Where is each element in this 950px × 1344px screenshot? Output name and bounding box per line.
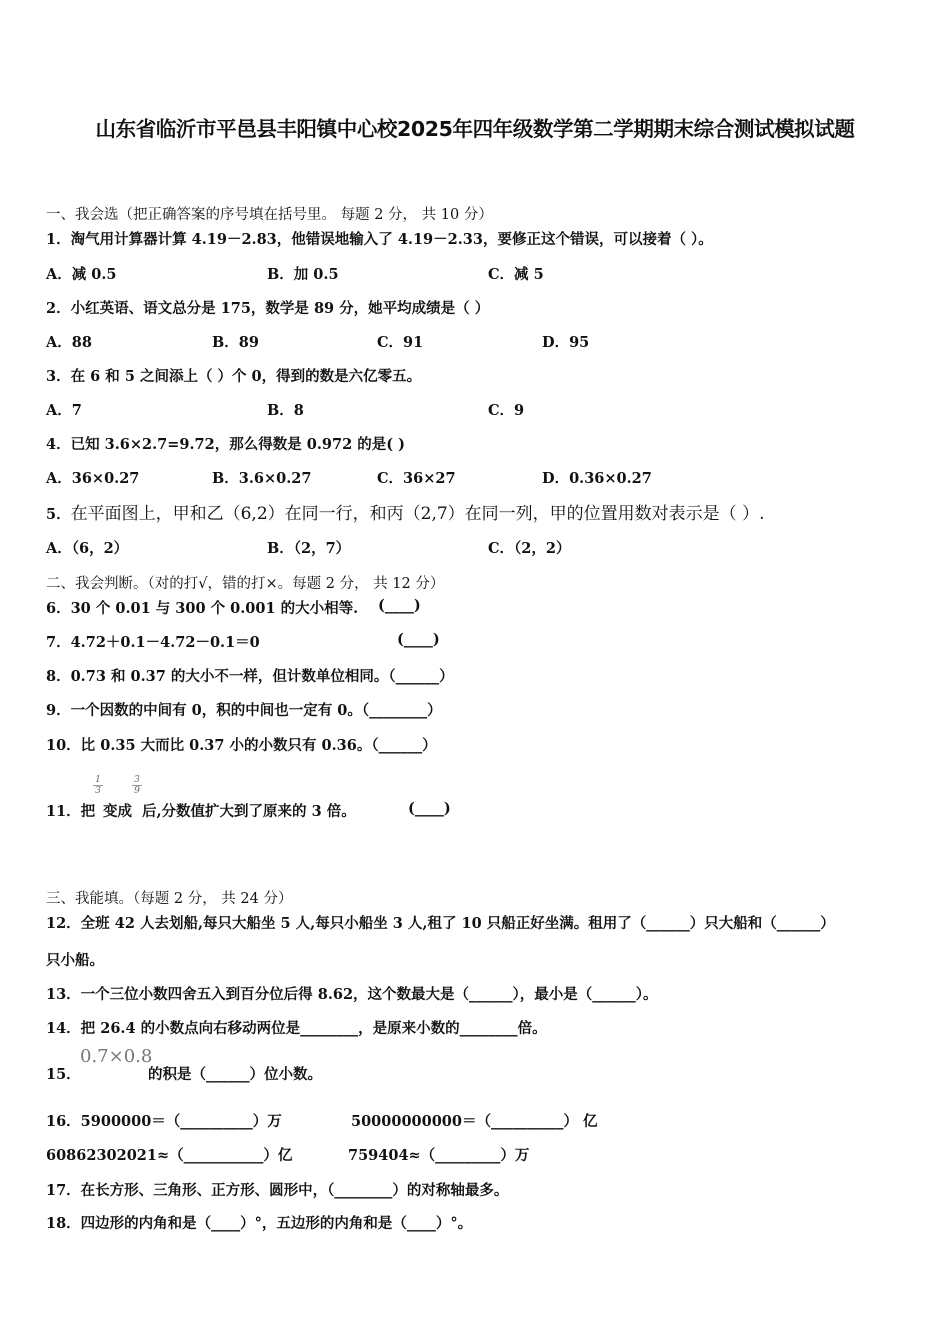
question-12-line1: 12．全班 42 人去划船,每只大船坐 5 人,每只小船坐 3 人,租了 10 只船正好坐满。租用了（______）只大船和（______） [46,915,835,932]
q5-option-b: B．（2，7） [267,540,351,557]
fraction-1-3 [93,775,103,796]
question-16-part1: 16．5900000＝（__________）万 [46,1113,282,1130]
q1-option-a: A．减 0.5 [46,266,117,283]
question-5-text: 在平面图上，甲和乙（6,2）在同一行，和丙（2,7）在同一列，甲的位置用数对表示是（ ）. [70,504,765,524]
fraction-1-numerator: 1 [95,775,101,785]
q3-option-b: B．8 [267,402,304,419]
q4-option-c: C．36×27 [377,470,456,487]
question-14: 14．把 26.4 的小数点向右移动两位是________，是原来小数的________倍。 [46,1020,547,1037]
question-11-blank: (____) [408,800,451,817]
question-15-number: 15． [46,1066,81,1083]
q2-option-a: A．88 [46,334,92,351]
section-heading-judge: 二、我会判断。（对的打√，错的打×。每题 2 分， 共 12 分） [46,576,445,592]
q4-option-b: B．3.6×0.27 [212,470,312,487]
question-3: 3．在 6 和 5 之间添上（ ）个 0，得到的数是六亿零五。 [46,368,422,385]
q1-option-c: C．减 5 [488,266,544,283]
question-15-text: 的积是（______）位小数。 [148,1066,322,1083]
question-12-line2: 只小船。 [46,952,104,969]
question-2: 2．小红英语、语文总分是 175，数学是 89 分，她平均成绩是（ ） [46,300,490,317]
q5-option-a: A．（6，2） [46,540,129,557]
question-10: 10．比 0.35 大而比 0.37 小的小数只有 0.36。（______） [46,737,437,754]
section-heading-fill: 三、我能填。（每题 2 分， 共 24 分） [46,891,293,907]
question-6: 6．30 个 0.01 与 300 个 0.001 的大小相等. [46,600,359,617]
fraction-2-denominator: 9 [132,785,142,796]
question-9: 9．一个因数的中间有 0，积的中间也一定有 0。（________） [46,702,442,719]
question-7: 7．4.72＋0.1－4.72－0.1＝0 [46,634,260,651]
q2-option-d: D．95 [542,334,590,351]
question-6-blank: (____) [378,597,421,614]
question-18: 18．四边形的内角和是（____）°，五边形的内角和是（____）°。 [46,1215,473,1232]
question-11-part1: 11．把 [46,803,96,820]
question-5-number: 5． [46,506,71,523]
q4-option-d: D．0.36×0.27 [542,470,652,487]
q2-option-b: B．89 [212,334,259,351]
q2-option-c: C．91 [377,334,424,351]
q1-option-b: B．加 0.5 [267,266,339,283]
question-8: 8．0.73 和 0.37 的大小不一样，但计数单位相同。（______） [46,668,454,685]
question-17: 17．在长方形、三角形、正方形、圆形中，（________）的对称轴最多。 [46,1182,509,1199]
section-heading-choice: 一、我会选（把正确答案的序号填在括号里。 每题 2 分， 共 10 分） [46,207,493,223]
question-16-part4: 759404≈（_________）万 [348,1147,530,1164]
question-4: 4．已知 3.6×2.7=9.72，那么得数是 0.972 的是( ) [46,436,405,453]
question-15-expression: 0.7×0.8 [80,1046,153,1067]
fraction-2-numerator: 3 [134,775,140,785]
q3-option-a: A．7 [46,402,82,419]
question-16-part3: 60862302021≈（___________）亿 [46,1147,293,1164]
question-16-part2: 50000000000＝（__________） 亿 [351,1113,598,1130]
question-7-blank: (____) [397,631,440,648]
question-11-part2: 变成 [103,803,132,820]
fraction-1-denominator: 3 [93,785,103,796]
question-13: 13．一个三位小数四舍五入到百分位后得 8.62，这个数最大是（______），最小是（______）。 [46,986,658,1003]
question-5 [46,499,764,524]
q3-option-c: C．9 [488,402,525,419]
q5-option-c: C．（2，2） [488,540,571,557]
q4-option-a: A．36×0.27 [46,470,140,487]
question-1: 1．淘气用计算器计算 4.19－2.83，他错误地输入了 4.19－2.33，要修正这个错误，可以接着（ ）。 [46,231,713,248]
fraction-3-9 [132,775,142,796]
page-title: 山东省临沂市平邑县丰阳镇中心校2025年四年级数学第二学期期末综合测试模拟试题 [95,117,855,141]
question-11-part3: 后,分数值扩大到了原来的 3 倍。 [142,803,356,820]
